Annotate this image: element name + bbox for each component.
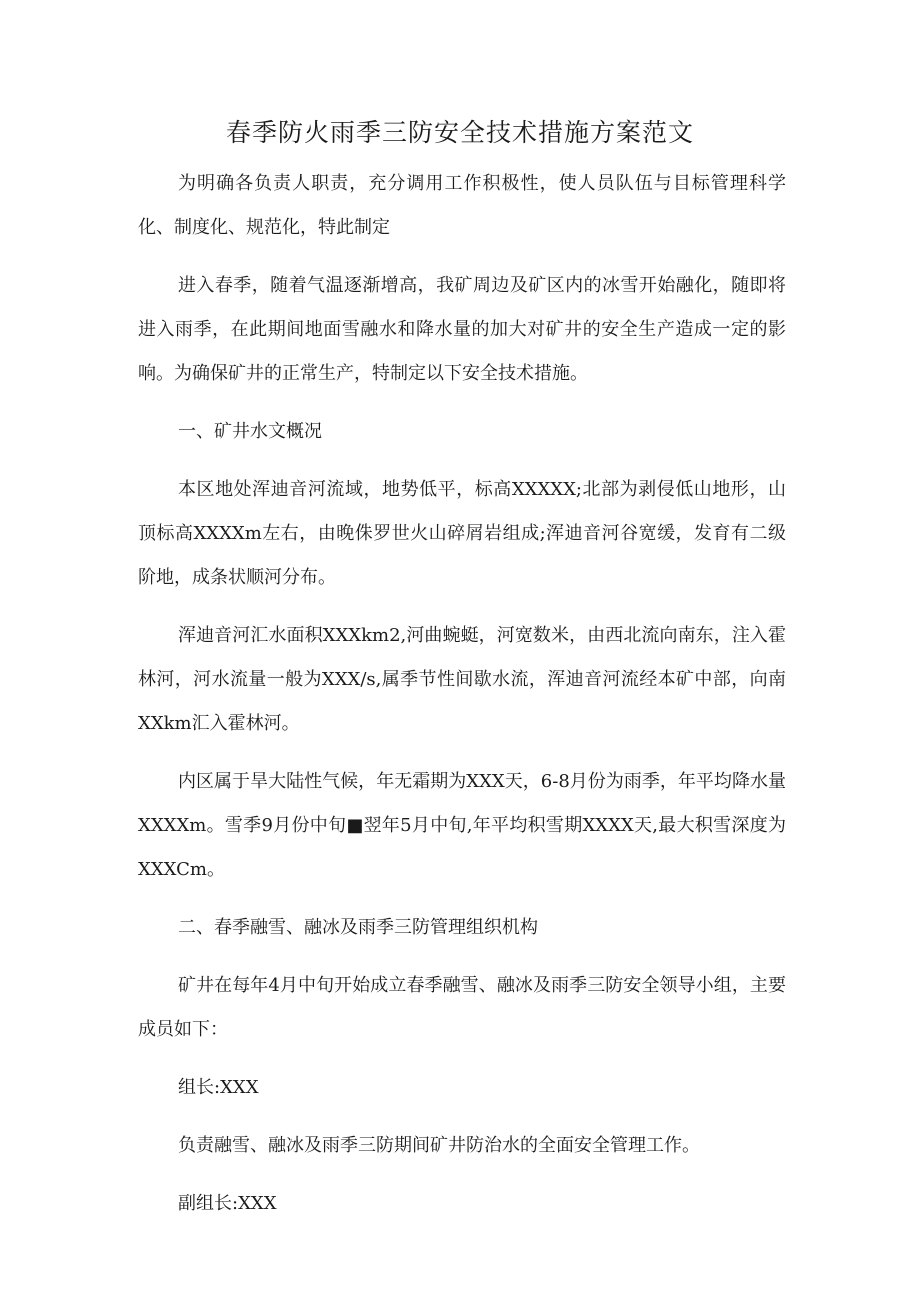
paragraph-leader-duty: 负责融雪、融冰及雨季三防期间矿井防治水的全面安全管理工作。: [178, 1135, 700, 1156]
section-heading-organization: 二、春季融雪、融冰及雨季三防管理组织机构: [178, 917, 538, 938]
paragraph-terrain: 本区地处浑迪音河流域，地势低平，标高XXXXX;北部为剥侵低山地形，山顶标高XXXXm左右，由晚侏罗世火山碎屑岩组成;浑迪音河谷宽缓，发育有二级阶地，成条状顺河分布。: [138, 479, 786, 588]
section-heading-hydrology: 一、矿井水文概况: [178, 421, 322, 442]
paragraph-spring-overview: 进入春季，随着气温逐渐增高，我矿周边及矿区内的冰雪开始融化，随即将进入雨季，在此期间地面雪融水和降水量的加大对矿井的安全生产造成一定的影响。为确保矿井的正常生产，特制定以下安全技术措施。: [138, 275, 786, 384]
paragraph-group-leader: 组长:XXX: [178, 1077, 259, 1098]
paragraph-intro: 为明确各负责人职责，充分调用工作积极性，使人员队伍与目标管理科学化、制度化、规范化，特此制定: [138, 173, 786, 238]
paragraph-river: 浑迪音河汇水面积XXXkm2,河曲蜿蜓，河宽数米，由西北流向南东，注入霍林河，河水流量一般为XXX/s,属季节性间歇水流，浑迪音河流经本矿中部，向南XXkm汇入霍林河。: [138, 625, 786, 734]
paragraph-climate: 内区属于旱大陆性气候，年无霜期为XXX天，6-8月份为雨季，年平均降水量XXXXm。雪季9月份中旬■翌年5月中旬,年平均积雪期XXXX天,最大积雪深度为XXXCm。: [138, 771, 786, 880]
document-title: 春季防火雨季三防安全技术措施方案范文: [225, 118, 694, 147]
document-body: [138, 162, 786, 1226]
paragraph-deputy-leader: 副组长:XXX: [178, 1193, 277, 1214]
paragraph-leadership-group: 矿井在每年4月中旬开始成立春季融雪、融冰及雨季三防安全领导小组，主要成员如下：: [138, 975, 786, 1040]
